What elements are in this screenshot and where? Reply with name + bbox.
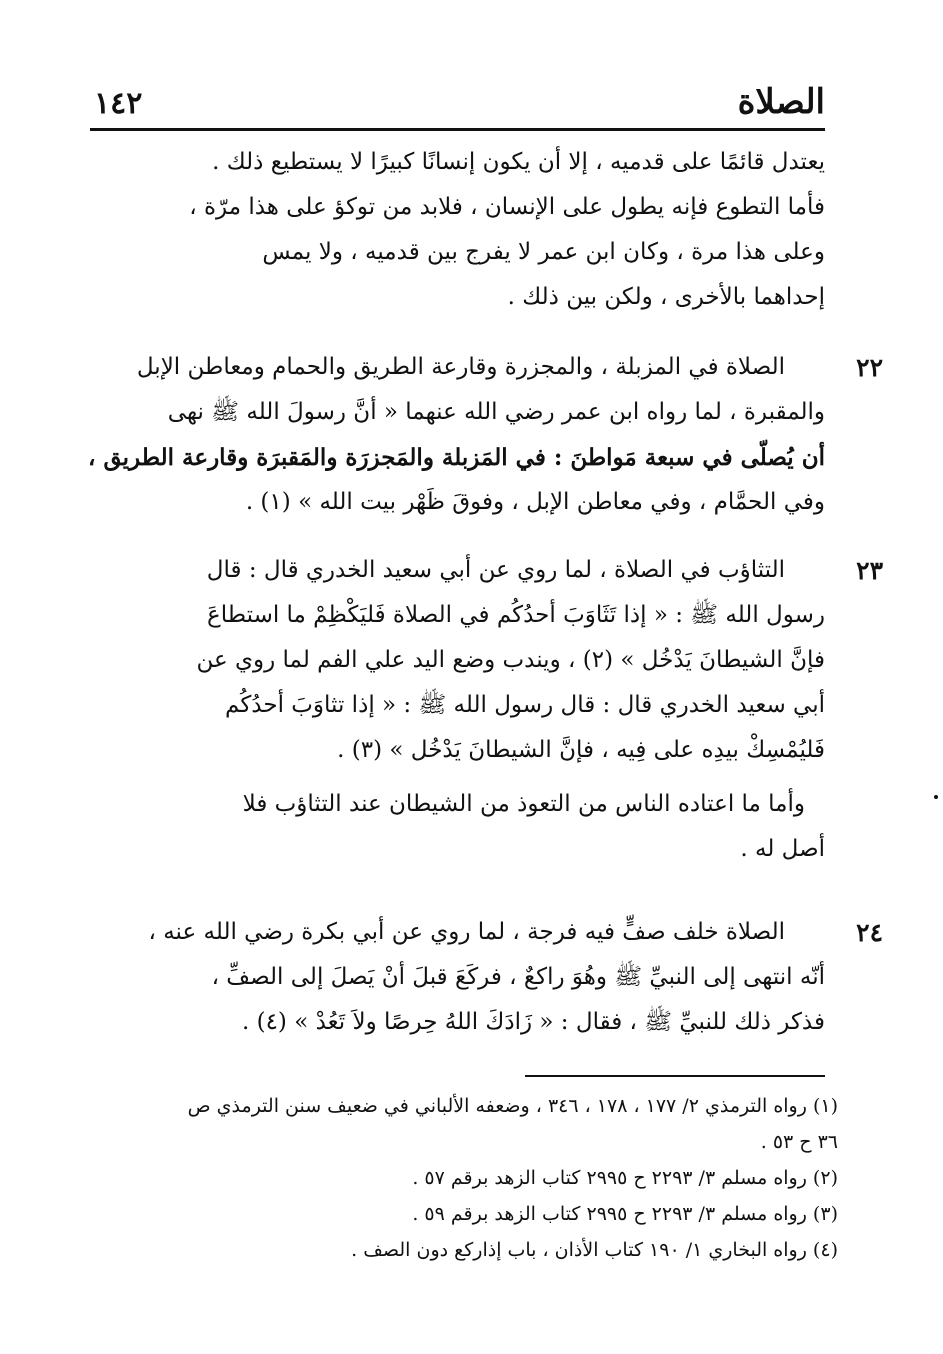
text-line: أصل له . (740, 836, 825, 862)
footnote: (٢) رواه مسلم ٣/ ٢٢٩٣ ح ٢٩٩٥ كتاب الزهد برقم ٥٧ . (412, 1167, 838, 1189)
text-line: التثاؤب في الصلاة ، لما روي عن أبي سعيد الخدري قال : قال (206, 557, 785, 583)
footnote-continuation: ٣٦ ح ٥٣ . (760, 1131, 838, 1153)
text-line: وفي الحمَّام ، وفي معاطن الإبل ، وفوقَ ظَهْر بيت الله » (١) . (245, 489, 825, 515)
text-line: فإنَّ الشيطانَ يَدْخُل » (٢) ، ويندب وضع اليد علي الفم لما روي عن (196, 647, 825, 673)
intro-paragraph (86, 140, 825, 320)
footnote: (٤) رواه البخاري ١/ ١٩٠ كتاب الأذان ، باب إذاركع دون الصف . (351, 1239, 838, 1261)
text-line: وأما ما اعتاده الناس من التعوذ من الشيطان عند التثاؤب فلا (242, 791, 805, 817)
text-line: إحداهما بالأخرى ، ولكن بين ذلك . (507, 284, 825, 310)
note-paragraph (86, 782, 825, 872)
item-23 (86, 548, 883, 773)
footnote: (١) رواه الترمذي ٢/ ١٧٧ ، ١٧٨ ، ٣٤٦ ، وضعفه الألباني في ضعيف سنن الترمذي ص (187, 1095, 838, 1117)
text-line: الصلاة في المزبلة ، والمجزرة وقارعة الطريق والحمام ومعاطن الإبل (136, 354, 785, 380)
text-line: أنّه انتهى إلى النبيِّ ﷺ وهُوَ راكعٌ ، فركَعَ قبلَ أنْ يَصلَ إلى الصفِّ ، (211, 964, 825, 990)
item-number: ٢٢ (856, 353, 883, 382)
item-number: ٢٣ (856, 556, 883, 585)
item-24 (86, 910, 883, 1045)
scan-speck (934, 795, 938, 799)
running-title: الصلاة (737, 82, 825, 122)
footnote: (٣) رواه مسلم ٣/ ٢٢٩٣ ح ٢٩٩٥ كتاب الزهد برقم ٥٩ . (412, 1203, 838, 1225)
item-number: ٢٤ (856, 918, 883, 947)
text-line: والمقبرة ، لما رواه ابن عمر رضي الله عنهما « أنَّ رسولَ الله ﷺ نهى (167, 399, 825, 425)
text-line: الصلاة خلف صفٍّ فيه فرجة ، لما روي عن أبي بكرة رضي الله عنه ، (148, 919, 785, 945)
footnote-divider (525, 1075, 825, 1077)
text-line: رسول الله ﷺ : « إذا تَثَاوَبَ أحدُكُم في الصلاة فَليَكْظِمْ ما استطاعَ (207, 602, 825, 628)
text-line: أبي سعيد الخدري قال : قال رسول الله ﷺ : « إذا تثاوَبَ أحدُكُم (225, 692, 825, 718)
page-header (90, 78, 825, 131)
page-number: ١٤٢ (94, 86, 143, 121)
text-line: فذكر ذلك للنبيِّ ﷺ ، فقال : « زَادَكَ اللهُ حِرصًا ولاَ تَعُدْ » (٤) . (241, 1009, 825, 1035)
text-line: فأما التطوع فإنه يطول على الإنسان ، فلابد من توكؤ على هذا مرّة ، (189, 194, 825, 220)
text-line: أن يُصلّى في سبعة مَواطنَ : في المَزبلة والمَجزرَة والمَقبرَة وقارعة الطريق ، (88, 444, 825, 471)
item-22 (86, 345, 883, 525)
text-line: وعلى هذا مرة ، وكان ابن عمر لا يفرج بين قدميه ، ولا يمس (262, 239, 825, 265)
footnotes (90, 1088, 838, 1268)
text-line: فَليُمْسِكْ بيدِه على فِيه ، فإنَّ الشيطانَ يَدْخُل » (٣) . (337, 737, 825, 763)
text-line: يعتدل قائمًا على قدميه ، إلا أن يكون إنسانًا كبيرًا لا يستطيع ذلك . (212, 149, 825, 175)
